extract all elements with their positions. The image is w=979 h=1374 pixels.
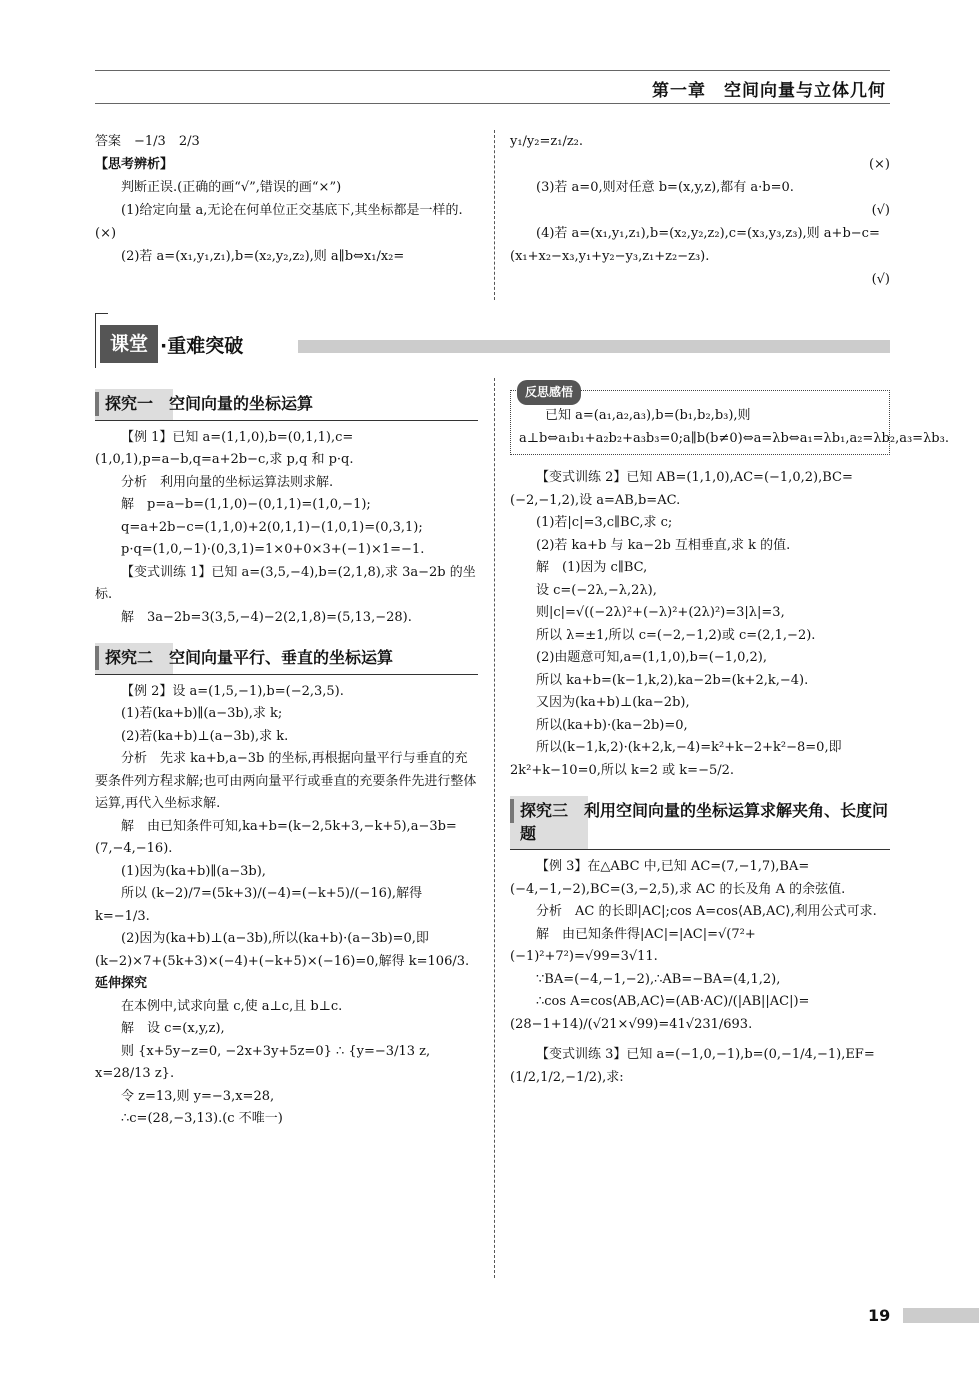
- thinking-heading: 【思考辨析】: [95, 157, 174, 172]
- variant-2-q1: (1)若|c|=3,c∥BC,求 c;: [536, 515, 673, 530]
- variant-1-solution: 解 3a−2b=3(3,5,−4)−2(2,1,8)=(5,13,−28).: [121, 609, 412, 625]
- judge-mark-3: (√): [871, 203, 890, 218]
- example-2-part1: (1)因为(ka+b)∥(a−3b),: [121, 863, 266, 879]
- example-2-part1-result: 所以 (k−2)/7=(5k+3)/(−4)=(−k+5)/(−16),解得 k=−1/3.: [95, 886, 423, 924]
- judge-mark-2: (×): [868, 157, 890, 172]
- answer-line: 答案 −1/3 2/3: [95, 134, 200, 149]
- example-3: 【例 3】在△ABC 中,已知 AC=(7,−1,7),BA=(−4,−1,−2),BC=(3,−2,5),求 AC 的长及角 A 的余弦值.: [510, 859, 846, 897]
- right-column: [510, 380, 949, 1089]
- judge-item-3: (3)若 a=0,则对任意 b=(x,y,z),都有 a·b=0.: [536, 180, 794, 195]
- extension-substitute: 令 z=13,则 y=−3,x=28,: [121, 1088, 275, 1104]
- variant-2-let-c: 设 c=(−2λ,−λ,2λ),: [536, 582, 657, 598]
- reflection-text: 已知 a=(a₁,a₂,a₃),b=(b₁,b₂,b₃),则 a⊥b⇔a₁b₁+a₂b₂+a₃b₃=0;a∥b(b≠0)⇔a=λb⇔a₁=λb₁,a₂=λb₂,a₃=λb₃.: [519, 408, 949, 446]
- section-banner: [100, 325, 890, 365]
- variant-2-q2: (2)若 ka+b 与 ka−2b 互相垂直,求 k 的值.: [536, 537, 791, 553]
- example-2: 【例 2】设 a=(1,5,−1),b=(−2,3,5).: [121, 683, 344, 699]
- extension-heading: 延伸探究: [95, 976, 148, 991]
- top-right-column: [510, 130, 890, 291]
- judge-instruction: 判断正误.(正确的画“√”,错误的画“×”): [121, 180, 342, 195]
- example-3-analysis: 分析 AC 的长即|AC|;cos A=cos⟨AB,AC⟩,利用公式可求.: [536, 904, 877, 919]
- column-divider-top: [494, 130, 495, 300]
- example-1-solution-p: 解 p=a−b=(1,1,0)−(0,1,1)=(1,0,−1);: [121, 497, 371, 512]
- page-header: [95, 70, 890, 104]
- example-2-q2: (2)若(ka+b)⊥(a−3b),求 k.: [121, 728, 289, 744]
- section-box-label: 课堂: [100, 325, 158, 363]
- topic-3-heading: 探究三 利用空间向量的坐标运算求解夹角、长度问题: [510, 796, 890, 850]
- variant-3: 【变式训练 3】已知 a=(−1,0,−1),b=(0,−1/4,−1),EF=(1/2,1/2,−1/2),求:: [510, 1047, 875, 1085]
- example-1: 【例 1】已知 a=(1,1,0),b=(0,1,1),c=(1,0,1),p=a−b,q=a+2b−c,求 p,q 和 p·q.: [95, 429, 354, 467]
- variant-2-modulus: 则|c|=√((−2λ)²+(−λ)²+(2λ)²)=3|λ|=3,: [536, 605, 785, 620]
- left-column: [95, 385, 478, 1131]
- variant-2-solution: 解 (1)因为 c∥BC,: [536, 560, 648, 575]
- variant-2-result: 所以(k−1,k,2)·(k+2,k,−4)=k²+k−2+k²−8=0,即 2k²+k−10=0,所以 k=2 或 k=−5/2.: [510, 740, 842, 778]
- example-3-cos: ∴cos A=cos⟨AB,AC⟩=(AB·AC)/(|AB||AC|)=(28−1+14)/(√21×√99)=41√231/693.: [510, 994, 810, 1032]
- column-divider-main: [494, 378, 495, 1278]
- variant-2-part2: (2)由题意可知,a=(1,1,0),b=(−1,0,2),: [536, 650, 768, 665]
- topic-2-heading: 探究二 空间向量平行、垂直的坐标运算: [95, 643, 478, 675]
- example-1-solution-q: q=a+2b−c=(1,1,0)+2(0,1,1)−(1,0,1)=(0,3,1);: [121, 519, 423, 535]
- chapter-title: 第一章 空间向量与立体几何: [652, 81, 886, 101]
- variant-1: 【变式训练 1】已知 a=(3,5,−4),b=(2,1,8),求 3a−2b 的坐标.: [95, 564, 476, 602]
- example-2-part2: (2)因为(ka+b)⊥(a−3b),所以(ka+b)·(a−3b)=0,即(k−2)×7+(5k+3)×(−4)+(−k+5)×(−16)=0,解得 k=106/3.: [95, 931, 470, 969]
- page-number: 19: [868, 1306, 891, 1325]
- topic-1-heading: 探究一 空间向量的坐标运算: [95, 389, 478, 421]
- example-2-solution: 解 由已知条件可知,ka+b=(k−2,5k+3,−k+5),a−3b=(7,−4,−16).: [95, 818, 457, 856]
- example-2-analysis: 分析 先求 ka+b,a−3b 的坐标,再根据向量平行与垂直的充要条件列方程求解;也可由两向量平行或垂直的充要条件先进行整体运算,再代入坐标求解.: [95, 751, 477, 811]
- extension-system: 则 {x+5y−z=0, −2x+3y+5z=0} ∴ {y=−3/13 z, x=28/13 z}.: [95, 1043, 431, 1081]
- extension-question: 在本例中,试求向量 c,使 a⊥c,且 b⊥c.: [121, 998, 343, 1014]
- judge-mark-4: (√): [871, 272, 890, 287]
- variant-2-lambda: 所以 λ=±1,所以 c=(−2,−1,2)或 c=(2,1,−2).: [536, 627, 816, 643]
- reflection-box: [510, 385, 949, 455]
- variant-2-vectors: 所以 ka+b=(k−1,k,2),ka−2b=(k+2,k,−4).: [536, 672, 809, 688]
- variant-2-dot: 所以(ka+b)·(ka−2b)=0,: [536, 717, 688, 733]
- section-bar-decoration: [298, 340, 890, 353]
- judge-item-4: (4)若 a=(x₁,y₁,z₁),b=(x₂,y₂,z₂),c=(x₃,y₃,z₃),则 a+b−c=(x₁+x₂−x₃,y₁+y₂−y₃,z₁+z₂−z₃).: [510, 226, 880, 264]
- reflection-tag: 反思感悟: [517, 380, 581, 405]
- extension-solution: 解 设 c=(x,y,z),: [121, 1021, 225, 1036]
- judge-item-2-cont: y₁/y₂=z₁/z₂.: [510, 134, 584, 149]
- variant-2-perp: 又因为(ka+b)⊥(ka−2b),: [536, 695, 690, 710]
- extension-result: ∴c=(28,−3,13).(c 不唯一): [121, 1111, 283, 1126]
- example-1-solution-pq: p·q=(1,0,−1)·(0,3,1)=1×0+0×3+(−1)×1=−1.: [121, 542, 425, 557]
- judge-item-1: (1)给定向量 a,无论在何单位正交基底下,其坐标都是一样的. (×): [95, 203, 593, 241]
- variant-2: 【变式训练 2】已知 AB=(1,1,0),AC=(−1,0,2),BC=(−2,−1,2),设 a=AB,b=AC.: [510, 470, 853, 508]
- example-1-analysis: 分析 利用向量的坐标运算法则求解.: [121, 474, 334, 490]
- page-number-bar: [903, 1308, 979, 1323]
- example-3-ab: ∵BA=(−4,−1,−2),∴AB=−BA=(4,1,2),: [536, 971, 781, 987]
- section-title: ·重难突破: [160, 335, 244, 357]
- example-3-solution: 解 由已知条件得|AC|=|AC|=√(7²+(−1)²+7²)=√99=3√11.: [510, 926, 756, 964]
- example-2-q1: (1)若(ka+b)∥(a−3b),求 k;: [121, 706, 283, 721]
- judge-item-2: (2)若 a=(x₁,y₁,z₁),b=(x₂,y₂,z₂),则 a∥b⇔x₁/x₂=: [121, 249, 405, 264]
